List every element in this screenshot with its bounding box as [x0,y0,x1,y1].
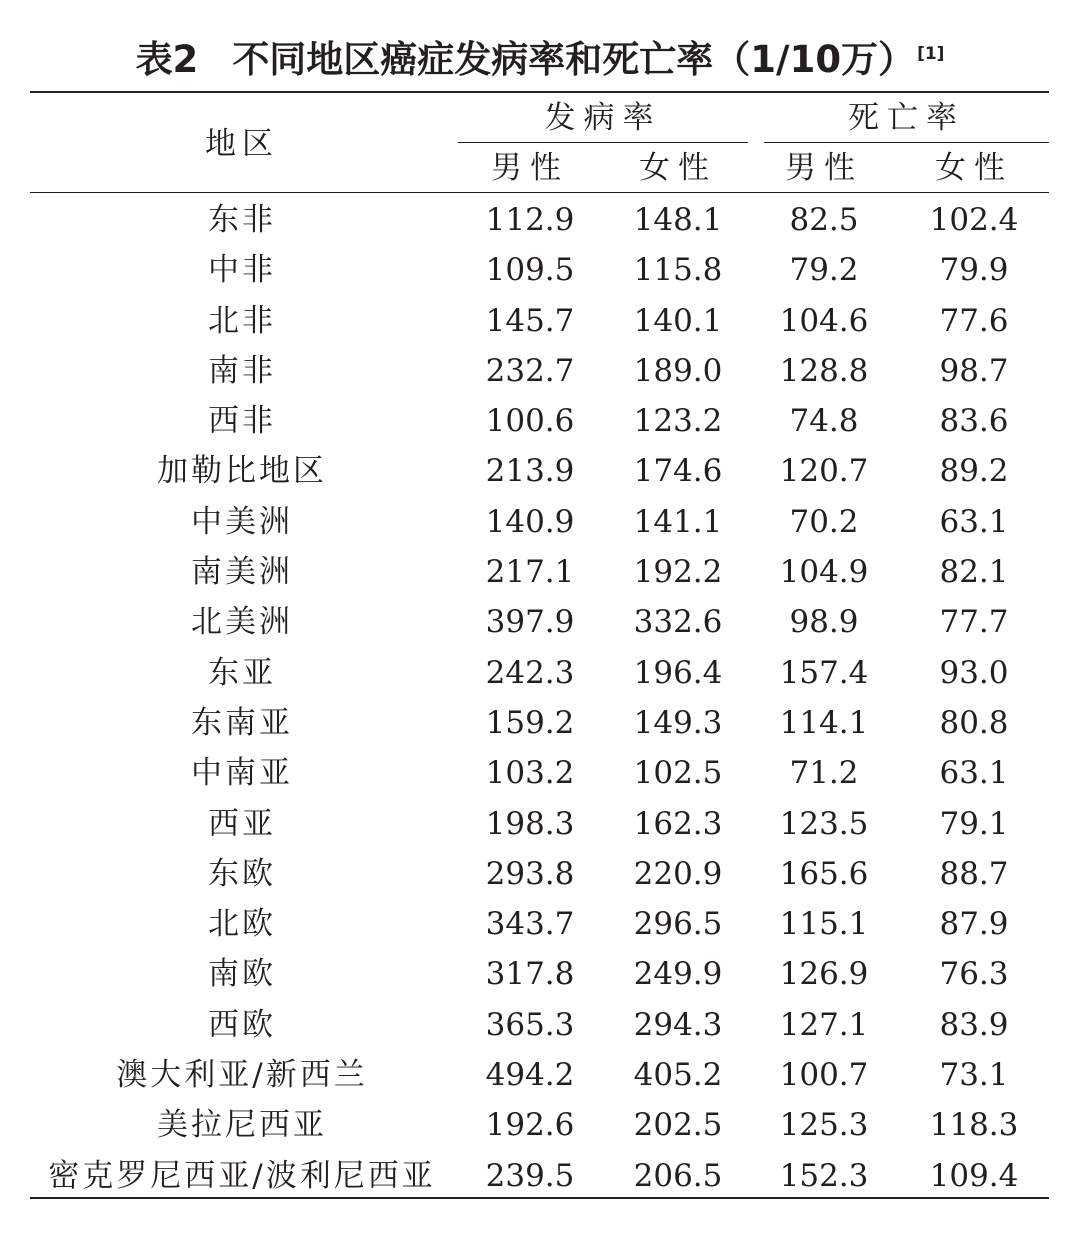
mortality-male-cell: 125.3 [779,1107,869,1144]
incidence-female-cell: 202.5 [633,1107,723,1144]
mortality-female-cell: 98.7 [939,352,1009,389]
mortality-male-cell: 128.8 [779,352,869,389]
incidence-male-cell: 112.9 [485,202,575,238]
table-body [30,195,1049,1201]
incidence-female-cell: 174.6 [633,453,723,490]
mortality-female-cell: 77.6 [939,302,1009,339]
incidence-female-cell: 296.5 [633,906,723,943]
incidence-female-cell: 148.1 [633,202,723,238]
region-cell: 加勒比地区 [157,453,327,490]
region-cell: 东亚 [208,654,276,691]
incidence-male-cell: 145.7 [485,302,575,339]
table-row [30,296,1049,346]
mortality-male-cell: 70.2 [789,503,859,540]
mortality-female-cell: 73.1 [939,1057,1009,1094]
incidence-female-cell: 102.5 [633,755,723,792]
table-row [30,396,1049,446]
table-title [0,30,1080,90]
incidence-male-cell: 239.5 [485,1157,575,1194]
incidence-male-cell: 109.5 [485,252,575,289]
incidence-female-cell: 294.3 [633,1006,723,1043]
region-cell: 东南亚 [191,704,293,741]
incidence-male-cell: 397.9 [485,604,575,641]
incidence-female-cell: 162.3 [633,805,723,842]
mortality-female-cell: 88.7 [939,855,1009,892]
region-cell: 澳大利亚/新西兰 [116,1057,368,1094]
mortality-male-cell: 152.3 [779,1157,869,1194]
mortality-female-cell: 83.6 [939,403,1009,440]
mortality-male-cell: 98.9 [789,604,859,641]
header-region: 地区 [205,126,279,162]
mortality-male-cell: 165.6 [779,855,869,892]
table-row [30,597,1049,647]
incidence-female-cell: 189.0 [633,352,723,389]
table-row [30,497,1049,547]
table-row [30,698,1049,748]
mortality-female-cell: 118.3 [929,1107,1019,1144]
mortality-male-cell: 127.1 [779,1006,869,1043]
table-row [30,1050,1049,1100]
incidence-female-cell: 249.9 [633,956,723,993]
mortality-female-cell: 63.1 [939,503,1009,540]
incidence-subrule [458,142,748,143]
incidence-female-cell: 123.2 [633,403,723,440]
incidence-male-cell: 140.9 [485,503,575,540]
incidence-male-cell: 317.8 [485,956,575,993]
incidence-female-cell: 405.2 [633,1057,723,1094]
incidence-male-cell: 159.2 [485,704,575,741]
incidence-male-cell: 343.7 [485,906,575,943]
incidence-female-cell: 115.8 [633,252,723,289]
mortality-female-cell: 79.1 [939,805,1009,842]
mortality-female-cell: 102.4 [929,202,1019,238]
mortality-female-cell: 109.4 [929,1157,1019,1194]
region-cell: 南美洲 [191,554,293,591]
mortality-male-cell: 120.7 [779,453,869,490]
region-cell: 南非 [208,352,276,389]
mortality-female-cell: 63.1 [939,755,1009,792]
incidence-female-cell: 141.1 [633,503,723,540]
mortality-male-cell: 126.9 [779,956,869,993]
incidence-female-cell: 140.1 [633,302,723,339]
mortality-male-cell: 115.1 [779,906,869,943]
region-cell: 北欧 [208,906,276,943]
region-cell: 南欧 [208,956,276,993]
mortality-male-cell: 100.7 [779,1057,869,1094]
mortality-male-cell: 74.8 [789,403,859,440]
header-incidence-male: 男性 [491,150,569,186]
table-row [30,346,1049,396]
table-row [30,245,1049,295]
incidence-male-cell: 213.9 [485,453,575,490]
bottom-rule [30,1197,1049,1199]
mortality-female-cell: 82.1 [939,554,1009,591]
mortality-male-cell: 71.2 [789,755,859,792]
table-row [30,1000,1049,1050]
incidence-male-cell: 232.7 [485,352,575,389]
table-row [30,1151,1049,1201]
region-cell: 中南亚 [191,755,293,792]
region-cell: 中非 [208,252,276,289]
header-incidence-female: 女性 [639,150,717,186]
table-row [30,949,1049,999]
mortality-male-cell: 157.4 [779,654,869,691]
mortality-female-cell: 89.2 [939,453,1009,490]
table-caption: 不同地区癌症发病率和死亡率（1/10万） [232,38,916,81]
region-cell: 北非 [208,302,276,339]
header-mortality-female: 女性 [935,150,1013,186]
mortality-male-cell: 114.1 [779,704,869,741]
table-row [30,446,1049,496]
mortality-female-cell: 87.9 [939,906,1009,943]
region-cell: 西非 [208,403,276,440]
incidence-female-cell: 149.3 [633,704,723,741]
mortality-male-cell: 123.5 [779,805,869,842]
table-row [30,849,1049,899]
region-cell: 北美洲 [191,604,293,641]
incidence-male-cell: 192.6 [485,1107,575,1144]
incidence-female-cell: 332.6 [633,604,723,641]
table-row [30,799,1049,849]
table-row [30,648,1049,698]
header-mortality-male: 男性 [785,150,863,186]
incidence-female-cell: 196.4 [633,654,723,691]
mortality-subrule [764,142,1049,143]
mortality-female-cell: 83.9 [939,1006,1009,1043]
table-row [30,195,1049,245]
region-cell: 中美洲 [191,503,293,540]
table-row [30,748,1049,798]
incidence-male-cell: 100.6 [485,403,575,440]
region-cell: 西欧 [208,1006,276,1043]
incidence-female-cell: 220.9 [633,855,723,892]
incidence-male-cell: 365.3 [485,1006,575,1043]
mortality-male-cell: 104.6 [779,302,869,339]
mortality-female-cell: 93.0 [939,654,1009,691]
mortality-female-cell: 80.8 [939,704,1009,741]
header-rule [30,192,1049,193]
reference-marker: [1] [917,44,945,64]
incidence-female-cell: 192.2 [633,554,723,591]
region-cell: 美拉尼西亚 [157,1107,327,1144]
region-cell: 西亚 [208,805,276,842]
mortality-female-cell: 79.9 [939,252,1009,289]
incidence-female-cell: 206.5 [633,1157,723,1194]
region-cell: 密克罗尼西亚/波利尼西亚 [48,1157,436,1194]
table-row [30,1100,1049,1150]
incidence-male-cell: 293.8 [485,855,575,892]
table-row [30,547,1049,597]
region-cell: 东非 [208,202,276,238]
top-rule [30,91,1049,93]
header-mortality: 死亡率 [848,100,965,136]
header-incidence: 发病率 [544,100,662,136]
mortality-male-cell: 104.9 [779,554,869,591]
incidence-male-cell: 198.3 [485,805,575,842]
incidence-male-cell: 217.1 [485,554,575,591]
incidence-male-cell: 494.2 [485,1057,575,1094]
incidence-male-cell: 103.2 [485,755,575,792]
mortality-male-cell: 79.2 [789,252,859,289]
mortality-male-cell: 82.5 [789,202,859,238]
table-row [30,899,1049,949]
region-cell: 东欧 [208,855,276,892]
table-number: 表2 [135,38,199,81]
mortality-female-cell: 76.3 [939,956,1009,993]
mortality-female-cell: 77.7 [939,604,1009,641]
incidence-male-cell: 242.3 [485,654,575,691]
